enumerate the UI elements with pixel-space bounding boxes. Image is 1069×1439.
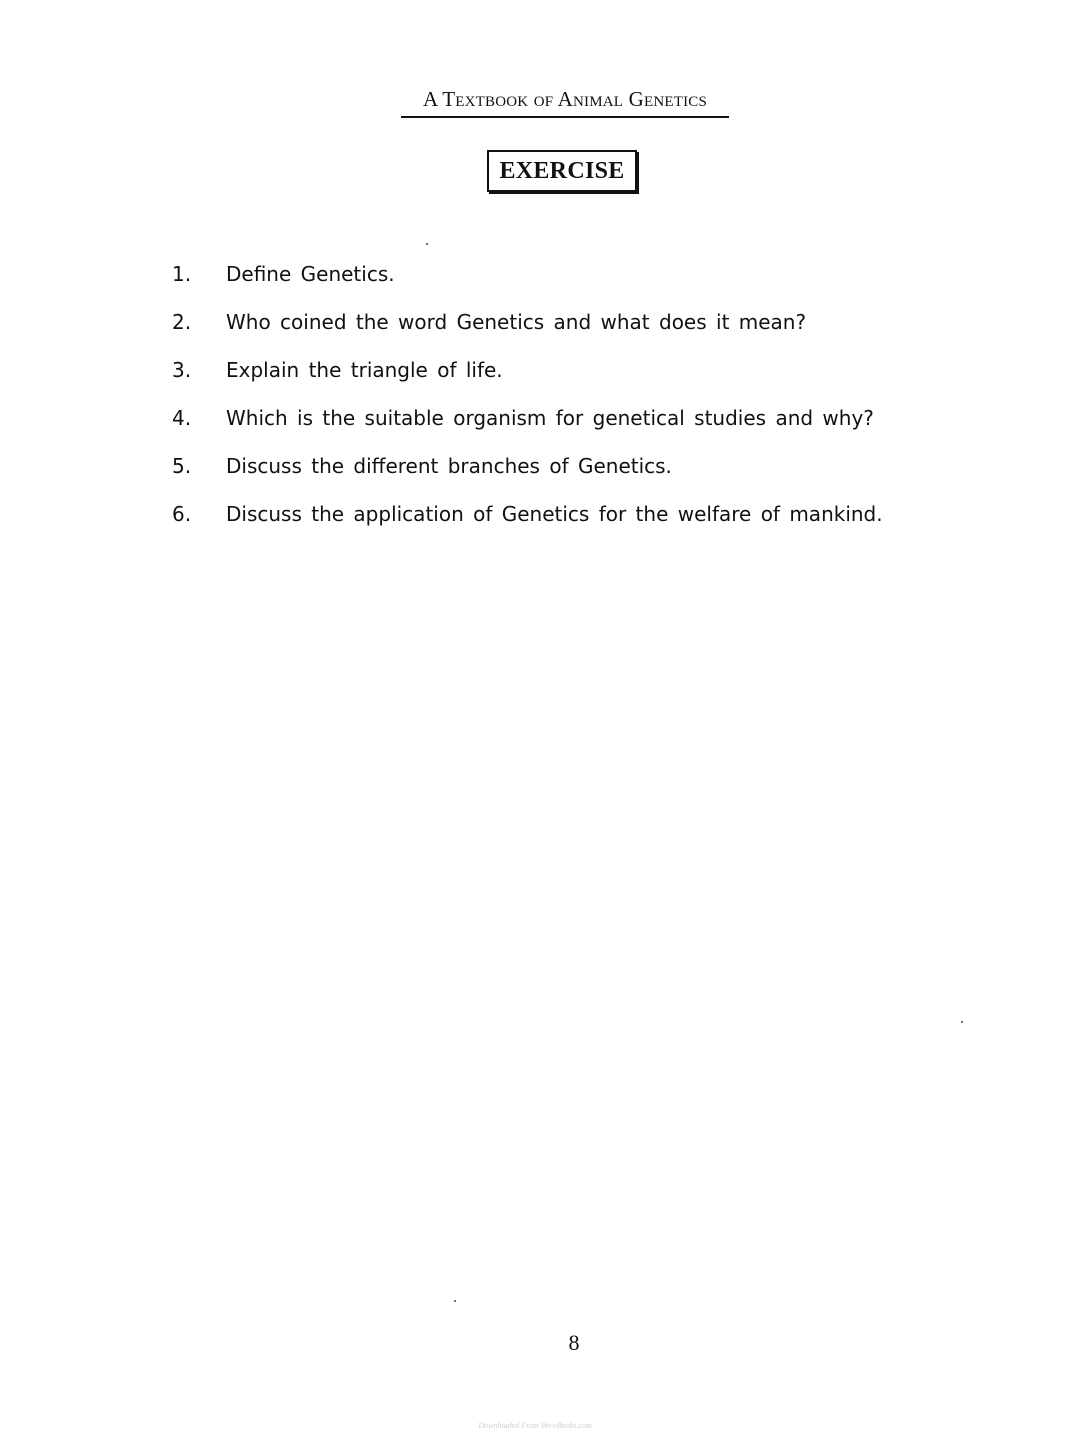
running-header: A Textbook of Animal Genetics [422,87,708,111]
question-text: Explain the triangle of life. [226,358,503,382]
scan-speck [961,1021,963,1023]
question-text: Discuss the application of Genetics for the welfare of mankind. [226,502,883,526]
question-number: 1. [172,262,192,286]
list-item [172,306,932,338]
page-number: 8 [568,1330,580,1355]
question-list [172,258,932,546]
header-rule [401,116,729,118]
list-item [172,402,932,434]
list-item [172,258,932,290]
question-number: 2. [172,310,192,334]
footer-watermark: Downloaded From Vet-eBooks.com [478,1421,592,1430]
question-text: Discuss the different branches of Genetics. [226,454,672,478]
question-text: Define Genetics. [226,262,395,286]
list-item [172,450,932,482]
question-number: 3. [172,358,192,382]
question-number: 6. [172,502,192,526]
question-number: 5. [172,454,192,478]
list-item [172,354,932,386]
question-text: Who coined the word Genetics and what does it mean? [226,310,807,334]
scan-speck [454,1300,456,1302]
question-text: Which is the suitable organism for genetical studies and why? [226,406,874,430]
question-number: 4. [172,406,192,430]
exercise-heading: EXERCISE [487,150,637,192]
scan-speck [426,243,428,245]
list-item [172,498,932,530]
